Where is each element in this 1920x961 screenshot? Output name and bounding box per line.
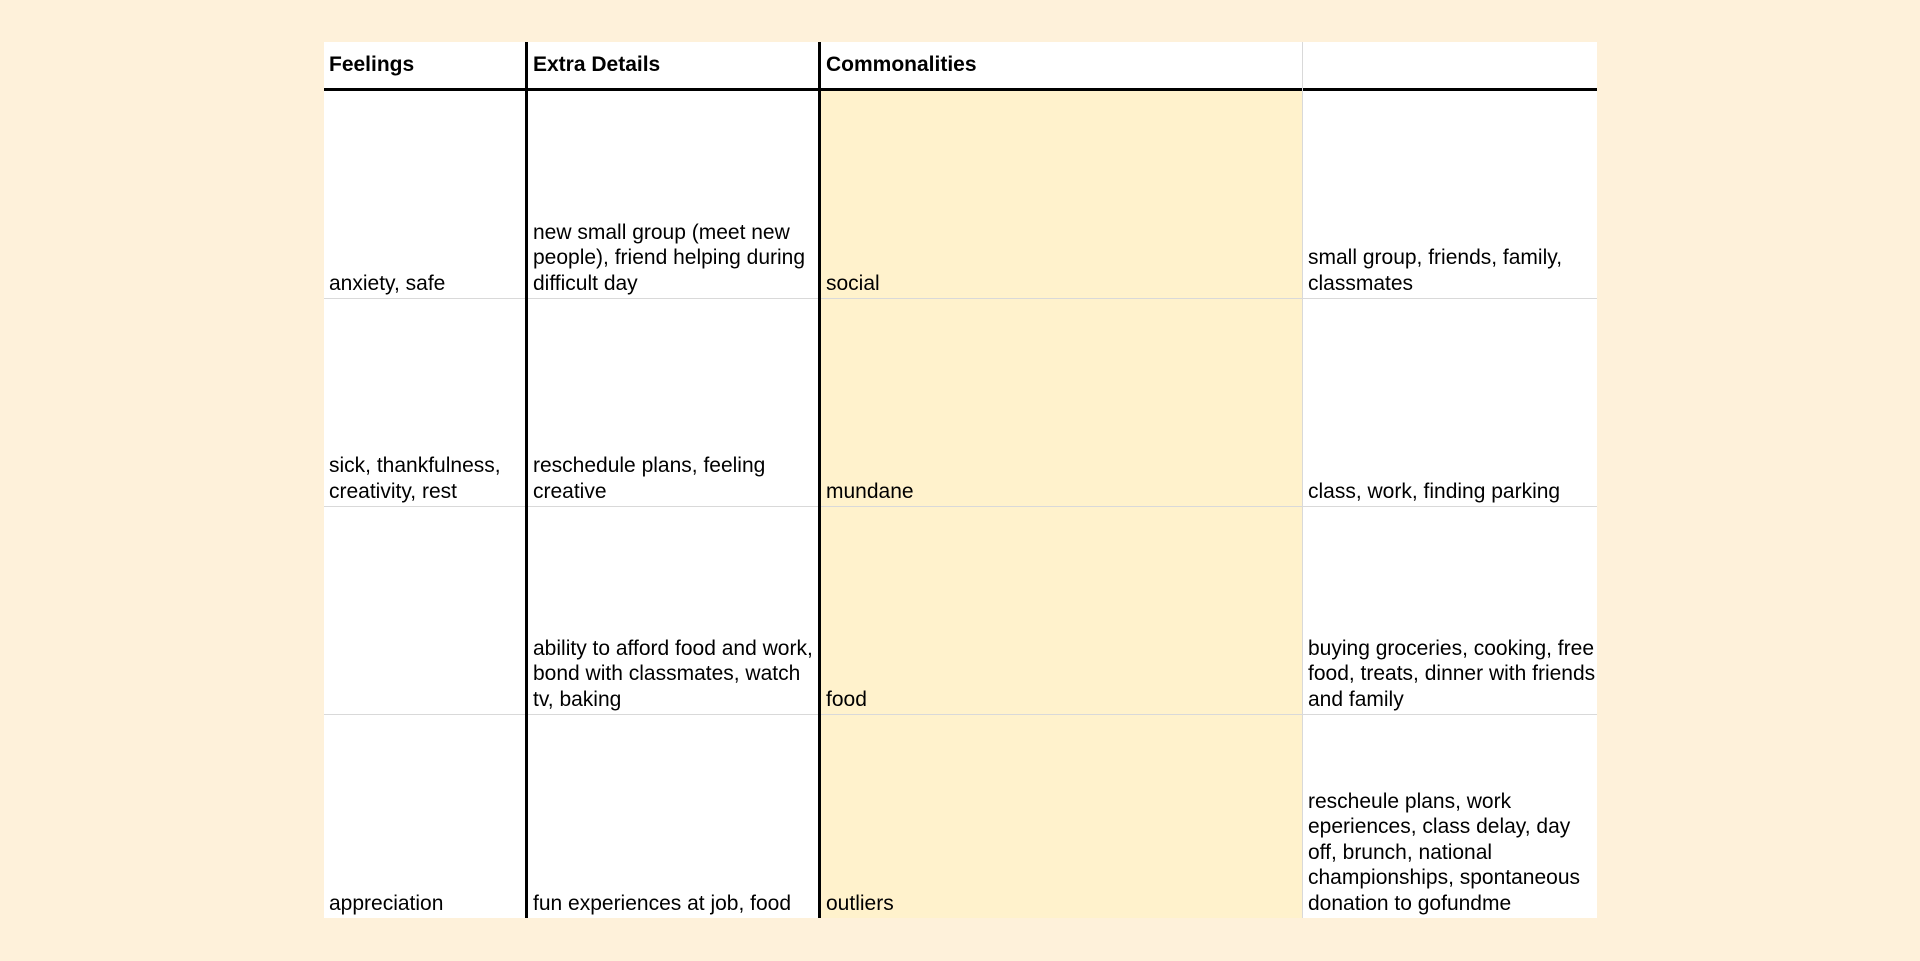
cell-extra-details-row-2[interactable]: reschedule plans, feeling creative: [533, 454, 766, 503]
header-cell-commonalities[interactable]: Commonalities: [826, 53, 977, 77]
header-cell-extra-details[interactable]: Extra Details: [533, 53, 661, 77]
header-cell-empty[interactable]: [1303, 42, 1597, 88]
column-border-extra-details: [818, 42, 821, 918]
cell-commonalities-row-2[interactable]: mundane: [821, 299, 1302, 506]
header-cell-feelings[interactable]: Feelings: [329, 53, 415, 77]
cell-extra-details-row-3[interactable]: ability to afford food and work, bond with classmates, watch tv, baking: [533, 636, 813, 711]
row-divider: [324, 714, 1597, 715]
cell-examples-row-2[interactable]: class, work, finding parking: [1308, 479, 1561, 503]
row-divider: [324, 506, 1597, 507]
cell-feelings-row-3[interactable]: [324, 507, 525, 714]
header-bottom-border: [324, 88, 1597, 91]
cell-feelings-row-4[interactable]: appreciation: [329, 891, 444, 915]
column-divider: [1302, 42, 1303, 918]
row-divider: [324, 298, 1597, 299]
cell-feelings-row-2[interactable]: sick, thankfulness, creativity, rest: [329, 454, 501, 503]
cell-examples-row-3[interactable]: buying groceries, cooking, free food, treats, dinner with friends and family: [1308, 636, 1596, 711]
cell-commonalities-row-1[interactable]: social: [821, 91, 1302, 298]
cell-commonalities-row-3[interactable]: food: [821, 507, 1302, 714]
cell-extra-details-row-1[interactable]: new small group (meet new people), friend helping during difficult day: [533, 220, 806, 295]
spreadsheet-grid: [324, 42, 1597, 918]
cell-feelings-row-1[interactable]: anxiety, safe: [329, 271, 446, 295]
column-border-feelings: [525, 42, 528, 918]
cell-extra-details-row-4[interactable]: fun experiences at job, food: [533, 891, 792, 915]
cell-commonalities-row-4[interactable]: outliers: [821, 715, 1302, 918]
cell-examples-row-1[interactable]: small group, friends, family, classmates: [1308, 246, 1563, 295]
cell-examples-row-4[interactable]: rescheule plans, work eperiences, class delay, day off, brunch, national championships, spontaneous donation to gofundme: [1308, 789, 1581, 915]
